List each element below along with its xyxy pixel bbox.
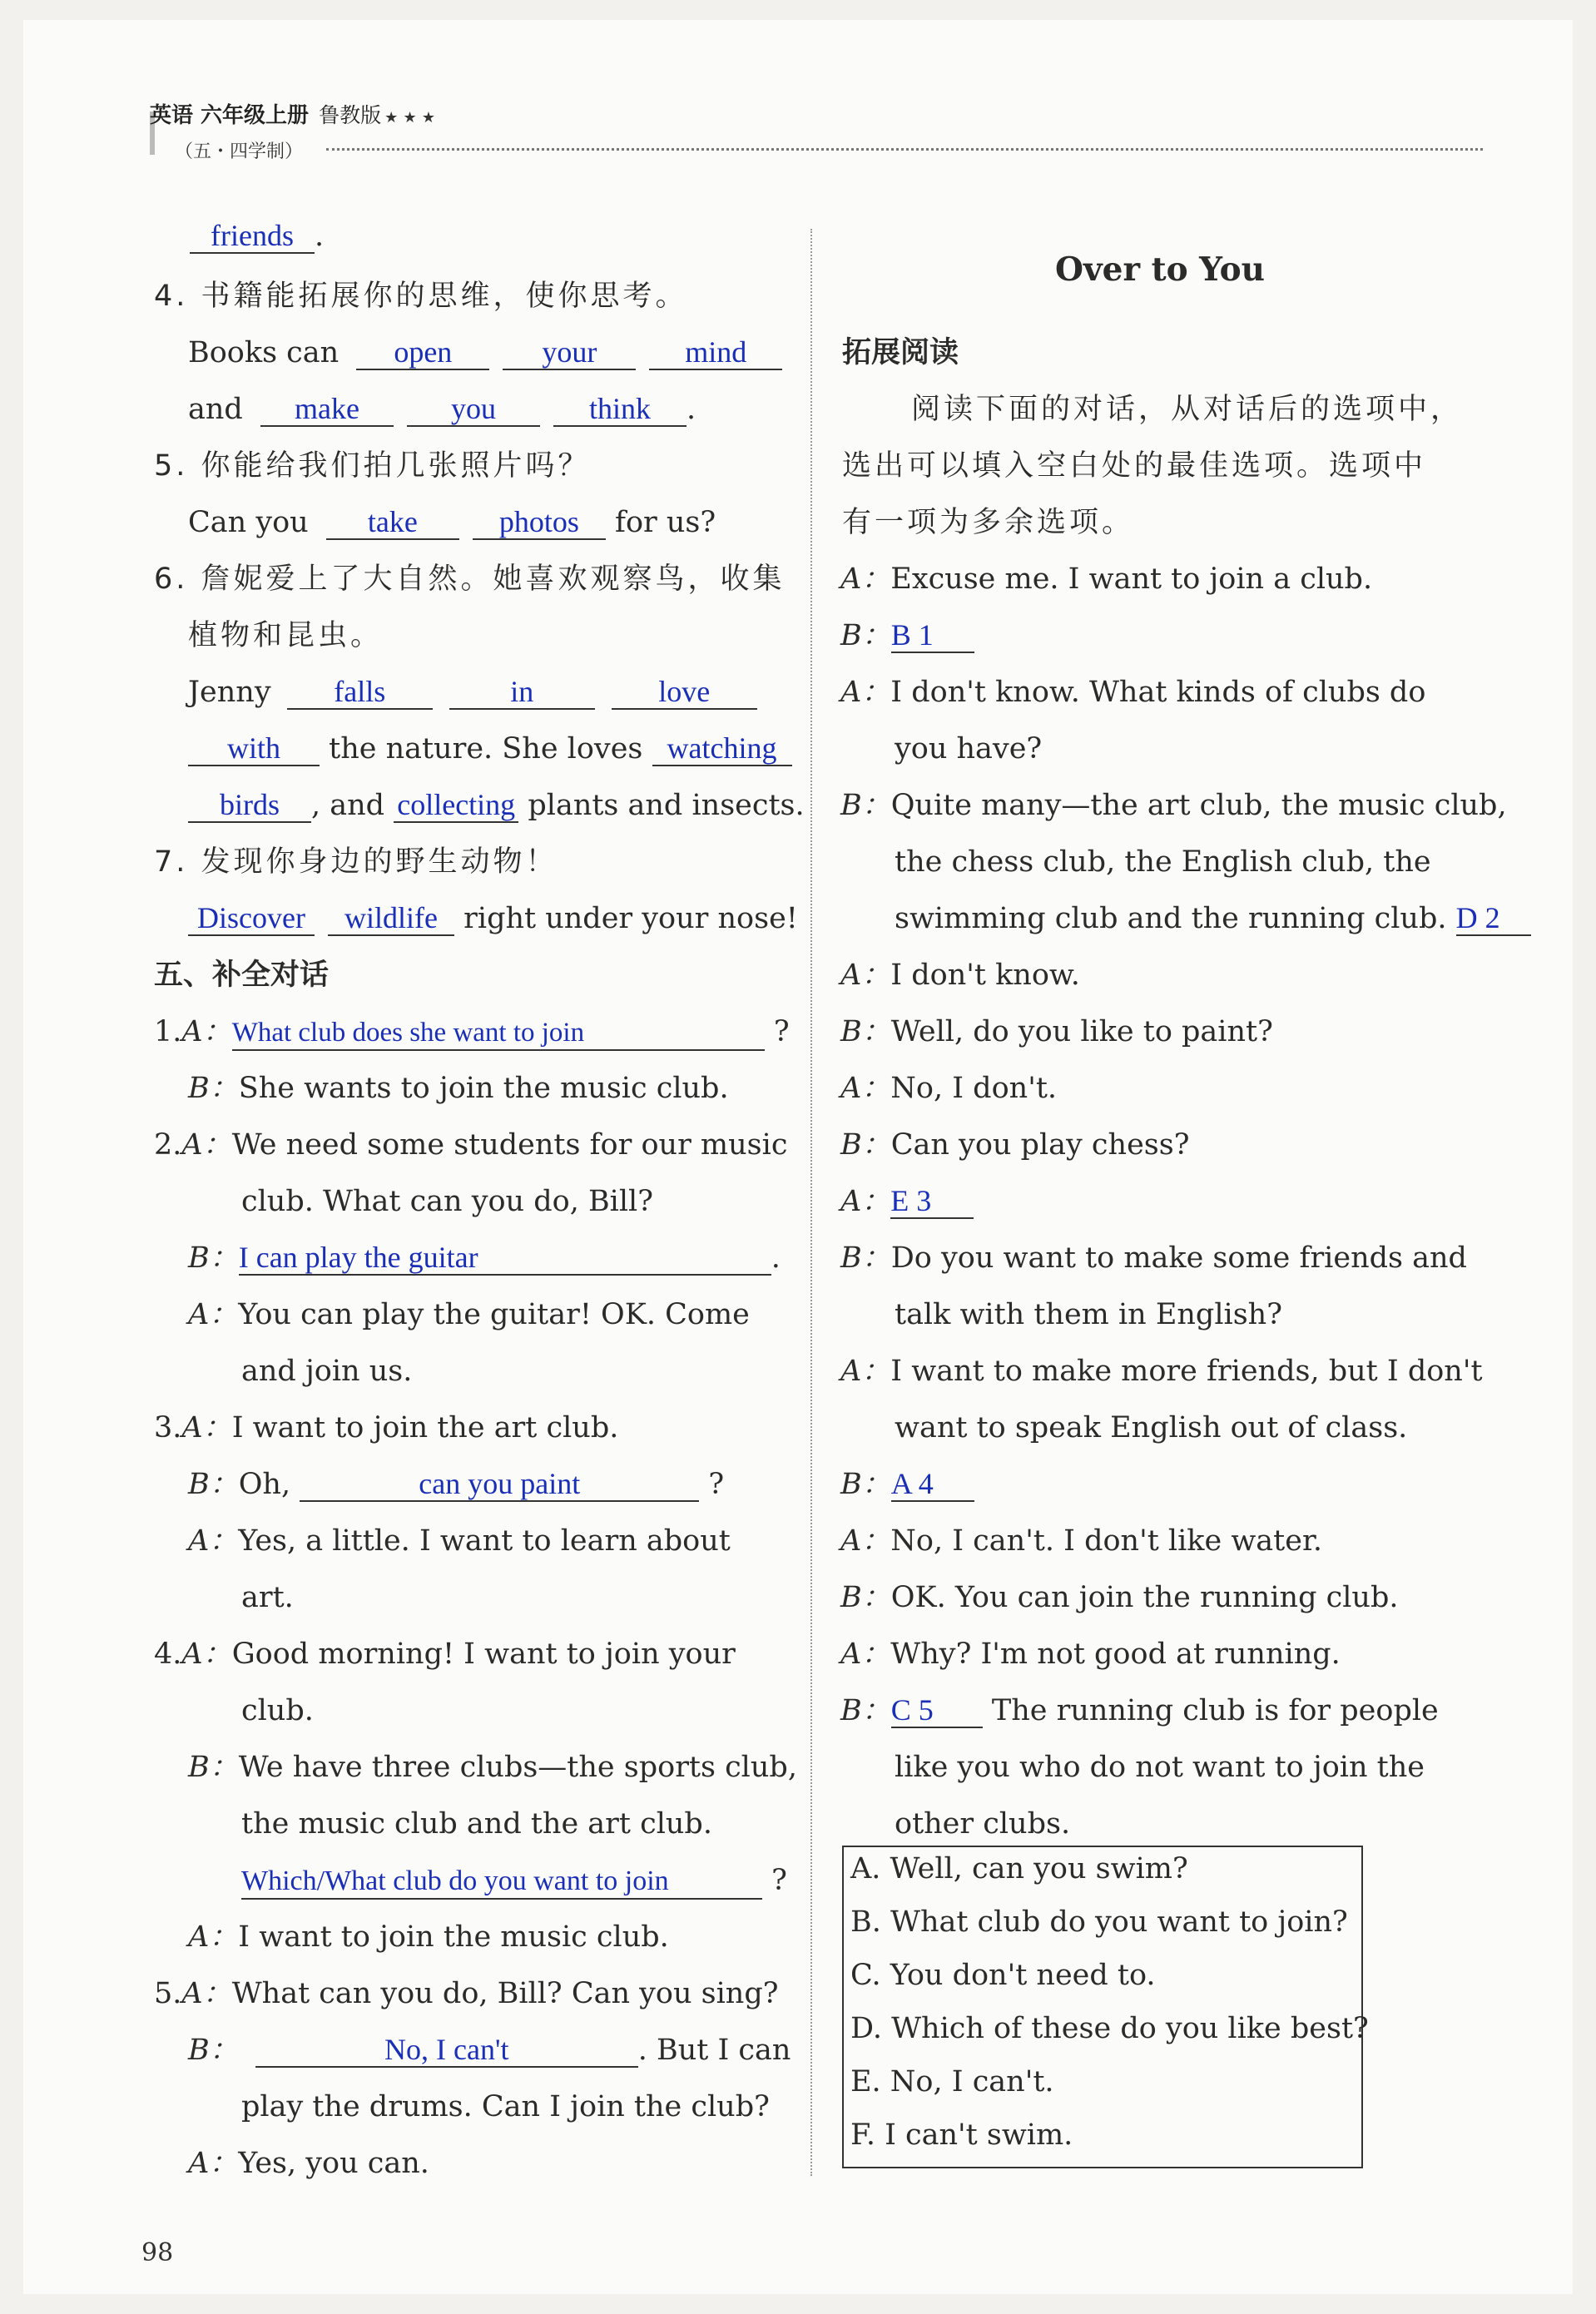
section-5-title: 五、补全对话 (154, 959, 330, 992)
speaker-a: A： (188, 1524, 239, 1558)
r16 (840, 1692, 1439, 1729)
r11-text: I want to make more friends, but I don't (890, 1355, 1483, 1388)
q5-chinese: 5. 你能给我们拍几张照片吗？ (154, 449, 591, 483)
speaker-a: A： (840, 1524, 891, 1558)
r13-text: No, I can't. I don't like water. (890, 1524, 1322, 1558)
r5 (840, 957, 1080, 993)
d4-a1 (154, 1636, 736, 1672)
q6-line2 (188, 731, 792, 767)
q6-chinese-1: 6. 詹妮爱上了大自然。她喜欢观察鸟，收集 (154, 562, 786, 596)
answer-blank[interactable]: photos (473, 505, 606, 540)
option-b[interactable]: B. What club do you want to join? (850, 1905, 1348, 1939)
r4-cont-1: the chess club, the English club, the (895, 845, 1431, 879)
answer-blank[interactable]: think (553, 392, 686, 427)
r4-text: Quite many—the art club, the music club, (890, 789, 1507, 822)
r12 (840, 1466, 974, 1503)
answer-blank[interactable]: No, I can't (255, 2033, 638, 2068)
speaker-a: A： (181, 1015, 232, 1048)
d1-num: 1. (154, 1015, 182, 1048)
q6-text: Jenny (188, 676, 271, 709)
r7-text: No, I don't. (890, 1072, 1058, 1105)
answer-blank[interactable]: Which/What club do you want to join (241, 1865, 762, 1900)
r3-text: I don't know. What kinds of clubs do (890, 676, 1426, 709)
section-title: Over to You (1055, 250, 1265, 289)
answer-blank[interactable]: love (612, 675, 757, 710)
option-f[interactable]: F. I can't swim. (850, 2118, 1073, 2152)
option-c[interactable]: C. You don't need to. (850, 1959, 1156, 1992)
d2-a2-cont: and join us. (241, 1355, 413, 1388)
intro-line-3: 有一项为多余选项。 (842, 506, 1135, 539)
q4-text: and (188, 393, 243, 426)
answer-blank[interactable]: make (260, 392, 394, 427)
answer-blank[interactable]: friends (190, 219, 315, 254)
d5-b (188, 2032, 791, 2069)
d5-num: 5. (154, 1977, 182, 2010)
speaker-b: B： (188, 1072, 239, 1105)
answer-blank[interactable]: I can play the guitar (239, 1241, 771, 1276)
r4-text: swimming club and the running club. (895, 902, 1447, 935)
d3-a1-text: I want to join the art club. (231, 1411, 619, 1444)
q4-text: Books can (188, 336, 340, 369)
r14-text: OK. You can join the running club. (890, 1581, 1399, 1614)
d4-num: 4. (154, 1638, 182, 1671)
q7-text: right under your nose! (463, 902, 798, 935)
d1-b (188, 1070, 729, 1107)
answer-blank[interactable]: with (188, 731, 320, 766)
d2-b (188, 1240, 781, 1276)
speaker-a: A： (188, 1920, 239, 1954)
q4-chinese: 4. 书籍能拓展你的思维，使你思考。 (154, 280, 688, 313)
r16-text: The running club is for people (991, 1694, 1439, 1727)
d3-num: 3. (154, 1411, 182, 1444)
r10-text: Do you want to make some friends and (890, 1241, 1467, 1275)
book-title: 英语 六年级上册 (150, 103, 310, 128)
speaker-a: A： (181, 1411, 232, 1444)
speaker-a: A： (840, 959, 891, 992)
speaker-a: A： (181, 1977, 232, 2010)
speaker-b: B： (840, 1468, 891, 1501)
d4-a1-cont: club. (241, 1694, 314, 1727)
r11 (840, 1353, 1483, 1390)
options-box (842, 1846, 1369, 2168)
d4-a2 (188, 1919, 669, 1955)
answer-blank[interactable]: falls (287, 675, 433, 710)
speaker-a: A： (840, 562, 891, 596)
speaker-a: A： (840, 1355, 891, 1388)
d3-b (188, 1466, 724, 1503)
answer-blank[interactable]: you (407, 392, 540, 427)
answer-blank[interactable]: collecting (394, 788, 518, 823)
option-a[interactable]: A. Well, can you swim? (850, 1852, 1188, 1885)
r9 (840, 1183, 974, 1220)
d4-b-answer (241, 1862, 787, 1900)
d1-a (154, 1013, 790, 1051)
speaker-b: B： (840, 1128, 891, 1162)
r10-cont: talk with them in English? (895, 1298, 1282, 1331)
r11-cont: want to speak English out of class. (895, 1411, 1408, 1444)
q6-text: the nature. She loves (329, 732, 643, 766)
punct: ? (771, 1864, 787, 1897)
d4-b-text: We have three clubs—the sports club, (238, 1751, 797, 1784)
r6-text: Well, do you like to paint? (890, 1015, 1273, 1048)
book-header (150, 98, 435, 129)
r3-cont: you have? (895, 732, 1043, 766)
d5-a2-text: Yes, you can. (238, 2147, 429, 2180)
speaker-a: A： (181, 1128, 232, 1162)
d5-a2 (188, 2145, 429, 2182)
r8 (840, 1127, 1189, 1163)
r8-text: Can you play chess? (890, 1128, 1190, 1162)
q5-line1 (188, 504, 716, 541)
r1-text: Excuse me. I want to join a club. (890, 562, 1373, 596)
r10 (840, 1240, 1467, 1276)
answer-blank[interactable]: C 5 (891, 1693, 983, 1728)
speaker-b: B： (840, 1694, 891, 1727)
speaker-b: B： (840, 619, 891, 652)
r16-cont-1: like you who do not want to join the (895, 1751, 1425, 1784)
intro-line-1: 阅读下面的对话，从对话后的选项中， (911, 393, 1464, 426)
speaker-b: B： (840, 789, 891, 822)
answer-blank[interactable]: watching (652, 731, 792, 766)
d2-a1-cont: club. What can you do, Bill? (241, 1185, 654, 1218)
d4-a1-text: Good morning! I want to join your (231, 1638, 736, 1671)
d3-a2-cont: art. (241, 1581, 294, 1614)
d3-a2-text: Yes, a little. I want to learn about (238, 1524, 731, 1558)
r14 (840, 1579, 1398, 1616)
answer-blank[interactable]: birds (188, 788, 311, 823)
speaker-a: A： (840, 1185, 891, 1218)
d2-a1 (154, 1127, 787, 1163)
speaker-a: A： (181, 1638, 232, 1671)
r13 (840, 1523, 1322, 1559)
speaker-b: B： (188, 1751, 239, 1784)
line-friends: friends . (190, 218, 324, 255)
punct: ? (708, 1468, 725, 1501)
speaker-a: A： (188, 1298, 239, 1331)
speaker-b: B： (188, 1241, 239, 1275)
q6-text: , and (311, 789, 385, 822)
d5-a1 (154, 1975, 779, 2012)
r3 (840, 674, 1425, 711)
option-e[interactable]: E. No, I can't. (850, 2065, 1054, 2098)
answer-blank[interactable]: D 2 (1456, 901, 1531, 936)
speaker-a: A： (840, 676, 891, 709)
speaker-a: A： (188, 2147, 239, 2180)
answer-blank[interactable]: mind (649, 335, 782, 370)
answer-blank[interactable]: open (356, 335, 489, 370)
answer-blank[interactable]: take (326, 505, 459, 540)
d5-b-cont: play the drums. Can I join the club? (241, 2090, 770, 2123)
reading-section-title: 拓展阅读 (842, 336, 959, 369)
r15 (840, 1636, 1341, 1672)
speaker-b: B： (188, 2034, 239, 2067)
q7-chinese: 7. 发现你身边的野生动物！ (154, 845, 558, 879)
star-icons: ★ ★ ★ (384, 109, 436, 126)
d2-a2-text: You can play the guitar! OK. Come (238, 1298, 750, 1331)
d2-a2 (188, 1296, 750, 1333)
header-divider (326, 148, 1483, 151)
answer-blank[interactable]: Discover (188, 901, 315, 936)
d2-num: 2. (154, 1128, 182, 1162)
answer-blank[interactable]: your (503, 335, 636, 370)
d2-a1-text: We need some students for our music (231, 1128, 788, 1162)
d5-b-text: . But I can (637, 2034, 791, 2067)
q6-text: plants and insects. (528, 789, 805, 822)
r4-cont-2 (895, 900, 1531, 937)
answer-blank[interactable]: A 4 (891, 1467, 974, 1502)
speaker-b: B： (840, 1581, 891, 1614)
speaker-b: B： (840, 1241, 891, 1275)
punct: ? (773, 1015, 790, 1048)
speaker-b: B： (188, 1468, 239, 1501)
q5-text: for us? (614, 506, 716, 539)
q7-line1 (188, 900, 798, 937)
book-edition: 鲁教版 (319, 103, 382, 127)
r6 (840, 1013, 1273, 1050)
d3-a1 (154, 1410, 618, 1446)
r1 (840, 561, 1372, 597)
school-system: （五・四学制） (175, 141, 304, 162)
d3-b-text: Oh, (238, 1468, 291, 1501)
answer-blank[interactable]: in (449, 675, 595, 710)
q6-line3 (188, 787, 805, 824)
r7 (840, 1070, 1057, 1107)
d4-a2-text: I want to join the music club. (238, 1920, 669, 1954)
d1-b-text: She wants to join the music club. (238, 1072, 729, 1105)
q5-text: Can you (188, 506, 309, 539)
answer-blank[interactable]: can you paint (300, 1467, 699, 1502)
d4-b-cont: the music club and the art club. (241, 1807, 712, 1841)
page-number: 98 (141, 2238, 174, 2267)
speaker-a: A： (840, 1638, 891, 1671)
speaker-b: B： (840, 1015, 891, 1048)
option-d[interactable]: D. Which of these do you like best? (850, 2012, 1369, 2045)
r5-text: I don't know. (890, 959, 1080, 992)
speaker-a: A： (840, 1072, 891, 1105)
column-divider (810, 229, 812, 2176)
d3-a2 (188, 1523, 731, 1559)
answer-blank[interactable]: What club does she want to join (232, 1016, 765, 1051)
r16-cont-2: other clubs. (895, 1807, 1071, 1841)
q4-line2: and make you think . (188, 392, 696, 426)
answer-blank[interactable]: E 3 (890, 1184, 974, 1219)
q6-chinese-2: 植物和昆虫。 (188, 619, 384, 652)
r15-text: Why? I'm not good at running. (890, 1638, 1341, 1671)
q4-line1 (188, 334, 782, 371)
d5-a1-text: What can you do, Bill? Can you sing? (231, 1977, 779, 2010)
intro-line-2: 选出可以填入空白处的最佳选项。选项中 (842, 449, 1427, 483)
answer-blank[interactable]: B 1 (891, 618, 974, 653)
q6-line1 (188, 674, 757, 711)
punct: . (771, 1241, 781, 1275)
r2 (840, 617, 974, 654)
answer-blank[interactable]: wildlife (328, 901, 454, 936)
d4-b (188, 1749, 797, 1786)
r4 (840, 787, 1507, 824)
